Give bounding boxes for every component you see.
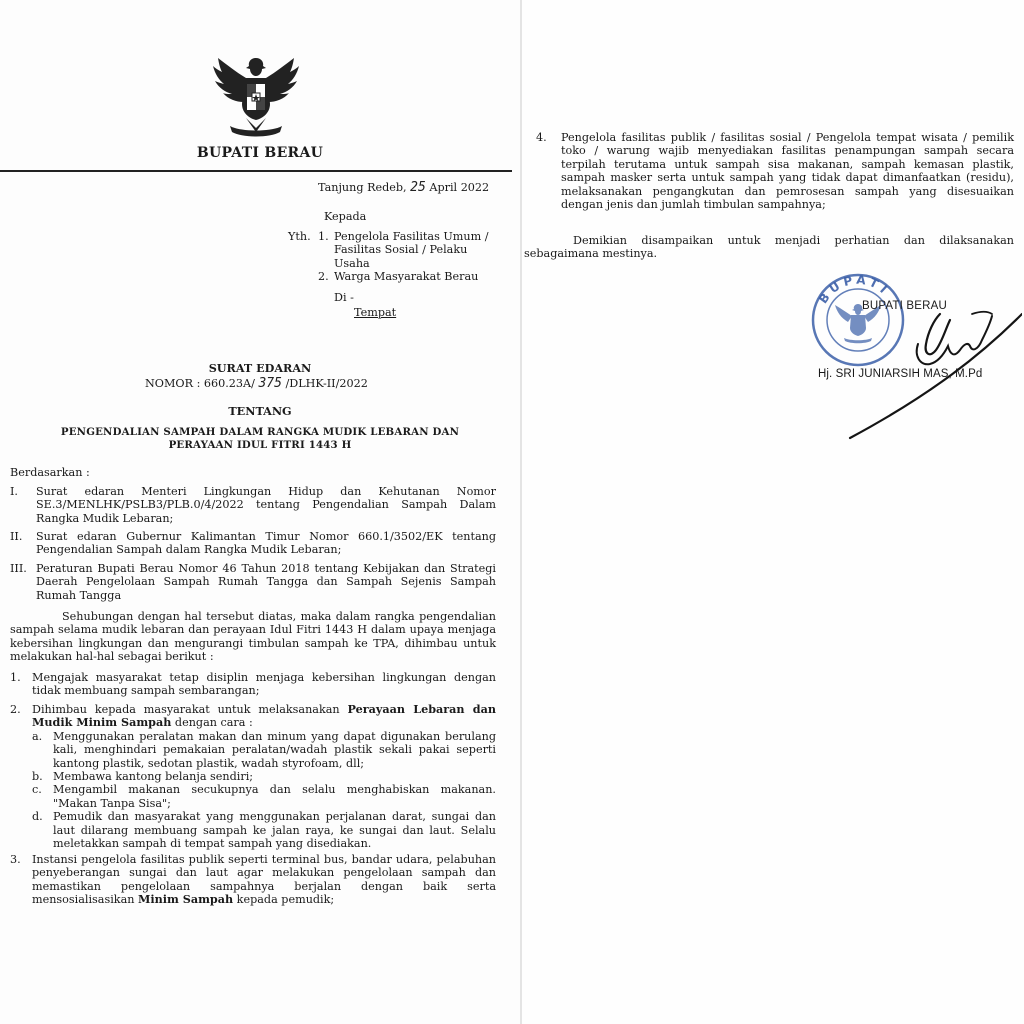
closing-paragraph: Demikian disampaikan untuk menjadi perhatian dan dilaksanakan sebagaimana mestinya. [524,234,1014,261]
signature-title: BUPATI BERAU [862,300,948,312]
sub-text: Menggunakan peralatan makan dan minum yang dapat digunakan berulang kali, menghindari pemakaian peralatan/wadah plastik sekali pakai seperti kantong plastik, sedotan plastik, wadah styrofoam, dll; [53,729,496,770]
point-number: 3. [10,853,21,866]
date-month-year: April 2022 [429,181,490,194]
letter-number-prefix: NOMOR : 660.23A/ [145,377,255,390]
point-text: Pengelola fasilitas publik / fasilitas sosial / Pengelola tempat wisata / pemilik toko / warung wajib menyediakan fasilitas penampungan sampah secara terpilah terutama untuk sampah sisa makanan, sampah kemasan plastik, sampah masker serta untuk sampah yang tidak dapat dimanfaatkan (residu), melaksanakan pengangkutan dan pemrosesan sampah yang disesuaikan dengan jenis dan jumlah timbulan sampahnya; [561,131,1014,212]
letter-tentang: TENTANG [228,404,292,418]
recipient-line: Pengelola Fasilitas Umum / [334,230,489,243]
signature-name: Hj. SRI JUNIARSIH MAS, M.Pd [818,368,983,380]
point-number: 1. [10,671,21,684]
right-page [522,0,1024,1024]
recipient-number: 2. [318,270,329,283]
letter-type: SURAT EDARAN [208,361,312,375]
basis-item-number: I. [10,485,18,498]
basis-intro: Berdasarkan : [10,466,90,479]
point-3 [10,853,496,907]
point-3-post: kepada pemudik; [233,893,335,907]
basis-item-2 [10,530,496,557]
sub-letter: a. [32,729,43,743]
recipient-line: Warga Masyarakat Berau [334,270,479,283]
letter-subject-line-1: PENGENDALIAN SAMPAH DALAM RANGKA MUDIK LEBARAN DAN [60,426,460,438]
point-2-post: dengan cara : [171,716,253,730]
point-3-bold: Minim Sampah [138,892,234,907]
basis-item-number: III. [10,562,27,575]
point-2-bold: Perayaan Lebaran dan Mudik Minim Sampah [32,702,496,730]
point-2-sub-c [32,783,496,810]
point-number: 4. [536,131,547,144]
recipient-number: 1. [318,230,329,243]
sub-letter: d. [32,810,43,824]
letter-number [145,377,405,390]
point-text: Mengajak masyarakat tetap disiplin menjaga kebersihan lingkungan dengan tidak membuang sampah sembarangan; [32,671,496,698]
basis-item-number: II. [10,530,23,543]
date-place: Tanjung Redeb, [318,181,407,194]
point-2-intro [32,703,496,730]
basis-item-1 [10,485,496,525]
sub-text: Membawa kantong belanja sendiri; [53,770,254,784]
addressee-recipient-2 [318,270,508,283]
basis-item-text: Peraturan Bupati Berau Nomor 46 Tahun 2018 tentang Kebijakan dan Strategi Daerah Pengelolaan Sampah Rumah Tangga dan Sampah Sejenis Sampah Rumah Tangga [36,562,496,602]
addressee-yth: Yth. [288,230,311,243]
point-2-sub-a [32,730,496,770]
point-3-pre: Instansi pengelola fasilitas publik seperti terminal bus, bandar udara, pelabuhan penyeberangan sungai dan laut agar melakukan pengelolaan sampah dan memastikan pengelolaan sampahnya berjalan dengan baik serta mensosialisasikan [32,853,496,907]
letter-number-handwritten: 375 [258,376,282,391]
addressee-di: Di - [334,291,354,304]
addressee-kepada: Kepada [324,210,367,223]
basis-item-3 [10,562,496,602]
garuda-emblem-icon [210,52,302,140]
recipient-line: Fasilitas Sosial / Pelaku [334,243,468,257]
sub-text: Pemudik dan masyarakat yang menggunakan perjalanan darat, sungai dan laut dilarang membuang sampah ke jalan raya, ke sungai dan laut. Selalu meletakkan sampah di tempat sampah yang disediakan. [53,810,496,851]
header-institution: BUPATI BERAU [196,145,324,161]
letter-subject-line-2: PERAYAAN IDUL FITRI 1443 H [168,439,352,451]
point-2-pre: Dihimbau kepada masyarakat untuk melaksanakan [32,703,348,716]
point-2-sub-b [32,770,496,783]
stamp-text: BUPATI [815,272,893,307]
basis-item-text: Surat edaran Menteri Lingkungan Hidup dan Kehutanan Nomor SE.3/MENLHK/PSLB3/PLB.0/4/2022 tentang Pengendalian Sampah Dalam Rangka Mudik Lebaran; [36,485,496,525]
sub-letter: c. [32,783,42,797]
addressee-recipient-1 [318,230,508,270]
body-paragraph: Sehubungan dengan hal tersebut diatas, maka dalam rangka pengendalian sampah selama mudik lebaran dan perayaan Idul Fitri 1443 H dalam upaya menjaga kebersihan lingkungan dan mengurangi timbulan sampah ke TPA, dihimbau untuk melakukan hal-hal sebagai berikut : [10,610,496,664]
date-line [318,181,513,194]
basis-item-text: Surat edaran Gubernur Kalimantan Timur Nomor 660.1/3502/EK tentang Pengendalian Sampah dalam Rangka Mudik Lebaran; [36,530,496,557]
handwritten-signature-icon [822,284,1022,444]
point-2 [10,703,496,850]
date-day-handwritten: 25 [410,180,426,195]
sub-text: Mengambil makanan secukupnya dan selalu menghabiskan makanan. "Makan Tanpa Sisa"; [53,783,496,810]
letter-number-suffix: /DLHK-II/2022 [285,377,368,390]
point-1 [10,671,496,698]
point-number: 2. [10,703,21,716]
addressee-tempat: Tempat [354,306,397,319]
sub-letter: b. [32,770,43,784]
point-4 [536,131,1014,211]
point-2-sub-d [32,810,496,850]
recipient-line: Usaha [334,256,370,270]
header-rule [0,170,512,172]
